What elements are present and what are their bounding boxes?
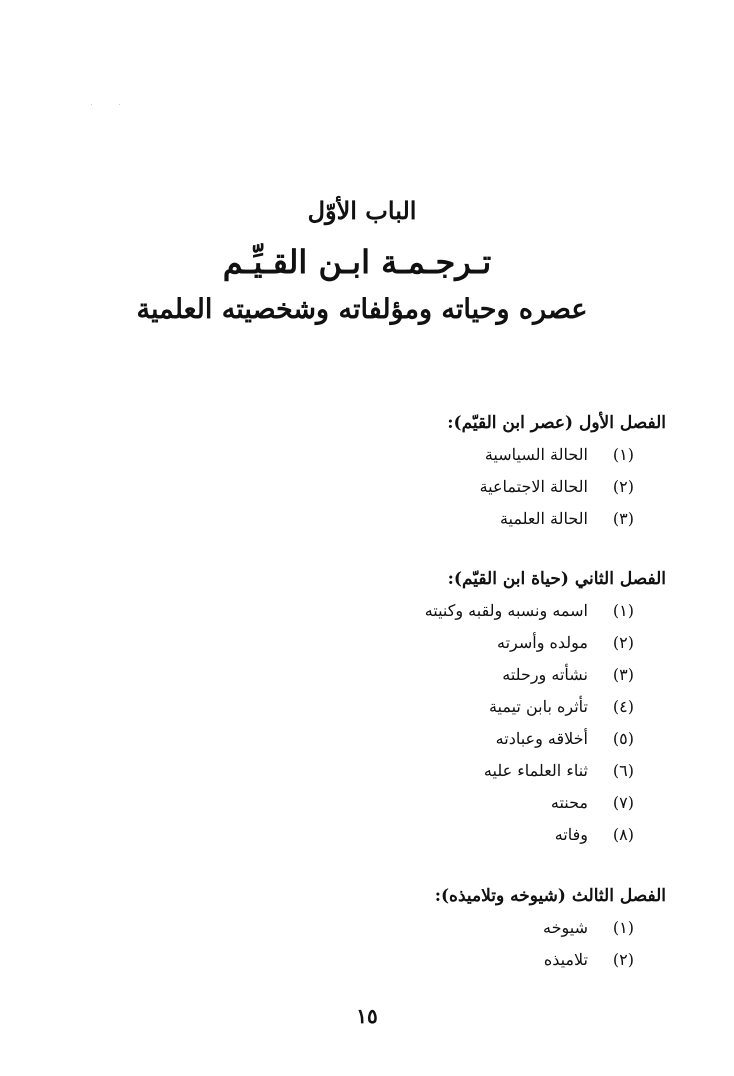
list-item	[246, 723, 666, 755]
list-item	[246, 471, 666, 503]
item-text: اسمه ونسبه ولقبه وكنيته	[424, 601, 588, 620]
item-text: محنته	[550, 793, 588, 812]
chapter-title: الفصل الثالث (شيوخه وتلاميذه):	[434, 886, 666, 906]
item-text: الحالة الاجتماعية	[479, 477, 588, 496]
subtitle: عصره وحياته ومؤلفاته وشخصيته العلمية	[136, 294, 588, 325]
scan-speck	[91, 104, 92, 105]
list-item	[246, 627, 666, 659]
item-text: مولده وأسرته	[496, 633, 588, 652]
list-item	[246, 944, 666, 976]
item-text: نشأته ورحلته	[502, 665, 588, 684]
item-number: (١)	[612, 918, 634, 937]
chapter-title: الفصل الأول (عصر ابن القيّم):	[447, 413, 666, 433]
list-item	[246, 912, 666, 944]
item-number: (٦)	[612, 761, 634, 780]
item-number: (٢)	[612, 477, 634, 496]
item-number: (١)	[612, 445, 634, 464]
list-item	[246, 439, 666, 471]
item-number: (٧)	[612, 793, 634, 812]
item-text: الحالة السياسية	[484, 445, 588, 464]
list-item	[246, 755, 666, 787]
item-text: ثناء العلماء عليه	[483, 761, 588, 780]
list-item	[246, 595, 666, 627]
list-item	[246, 503, 666, 535]
item-number: (٢)	[612, 950, 634, 969]
item-number: (١)	[612, 601, 634, 620]
item-text: شيوخه	[543, 918, 588, 937]
chapter-1	[246, 407, 666, 535]
list-item	[246, 787, 666, 819]
chapter-2	[246, 563, 666, 851]
item-number: (٣)	[612, 665, 634, 684]
item-text: تأثره بابن تيمية	[488, 697, 588, 716]
item-number: (٢)	[612, 633, 634, 652]
list-item	[246, 659, 666, 691]
list-item	[246, 691, 666, 723]
chapter-title: الفصل الثاني (حياة ابن القيّم):	[447, 569, 666, 589]
main-title: تـرجـمـة ابـن القـيِّـم	[222, 243, 492, 281]
item-text: أخلاقه وعبادته	[495, 729, 588, 748]
item-number: (٣)	[612, 509, 634, 528]
item-text: الحالة العلمية	[499, 509, 588, 528]
page-number: ١٥	[356, 1004, 378, 1028]
item-number: (٨)	[612, 825, 634, 844]
item-number: (٥)	[612, 729, 634, 748]
list-item	[246, 819, 666, 851]
scan-speck	[119, 104, 120, 105]
item-number: (٤)	[612, 697, 634, 716]
part-title: الباب الأوّل	[307, 196, 417, 225]
chapter-3	[246, 880, 666, 976]
item-text: وفاته	[554, 825, 588, 844]
item-text: تلاميذه	[543, 950, 588, 969]
